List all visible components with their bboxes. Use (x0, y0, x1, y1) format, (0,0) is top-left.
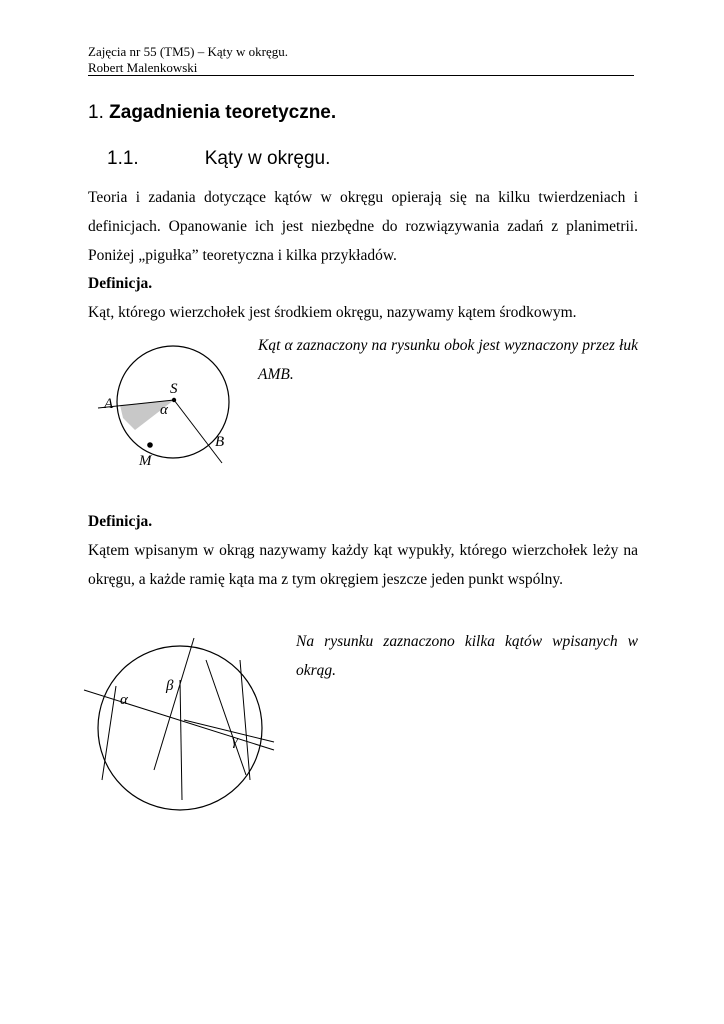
point-s (172, 398, 176, 402)
figure-1-caption: Kąt α zaznaczony na rysunku obok jest wyznaczony przez łuk AMB. (258, 337, 638, 383)
label-beta: β (166, 678, 174, 694)
definition-2-label: Definicja. (88, 513, 153, 530)
definition-2-text: Kątem wpisanym w okrąg nazywamy każdy kąt wypukły, którego wierzchołek leży na okręgu, a każde ramię kąta ma z tym okręgiem jeszcze jeden punkt wspólny. (88, 542, 638, 588)
label-b: B (215, 434, 225, 450)
subsection-number: 1.1. (107, 148, 139, 169)
figure-2-caption: Na rysunku zaznaczono kilka kątów wpisanych w okrąg. (296, 633, 638, 679)
header-rule (88, 75, 634, 76)
label-m: M (139, 453, 152, 469)
chord-4 (206, 660, 246, 775)
section-title: Zagadnienia teoretyczne. (109, 102, 337, 123)
chord-7 (102, 686, 116, 780)
chord-3 (180, 680, 182, 800)
subsection-heading (107, 146, 330, 172)
section-heading (88, 100, 336, 126)
label-alpha: α (120, 692, 128, 708)
label-gamma: γ (232, 733, 238, 749)
inscribed-angles-figure (84, 630, 284, 820)
definition-1-text: Kąt, którego wierzchołek jest środkiem okręgu, nazywamy kątem środkowym. (88, 304, 577, 321)
subsection-title: Kąty w okręgu. (204, 148, 331, 169)
label-s: S (170, 381, 178, 397)
intro-paragraph: Teoria i zadania dotyczące kątów w okręgu opierają się na kilku twierdzeniach i definicjach. Opanowanie ich jest niezbędne do rozwiązywania zadań z planimetrii. Poniżej „pigułka” teoretyczna i kilka przykładów. (88, 189, 638, 264)
chord-6 (184, 720, 274, 742)
label-alpha: α (160, 402, 168, 418)
definition-1-label: Definicja. (88, 275, 153, 292)
point-m (147, 442, 153, 448)
central-angle-figure (90, 330, 250, 470)
chord-2 (154, 638, 194, 770)
header-author: Robert Malenkowski (88, 60, 198, 75)
label-a: A (104, 396, 114, 412)
circle (98, 646, 262, 810)
header-title: Zajęcia nr 55 (TM5) – Kąty w okręgu. (88, 44, 288, 59)
page-header (88, 44, 634, 76)
section-number: 1. (88, 102, 104, 123)
circle (117, 346, 229, 458)
ray-sb (174, 400, 225, 463)
